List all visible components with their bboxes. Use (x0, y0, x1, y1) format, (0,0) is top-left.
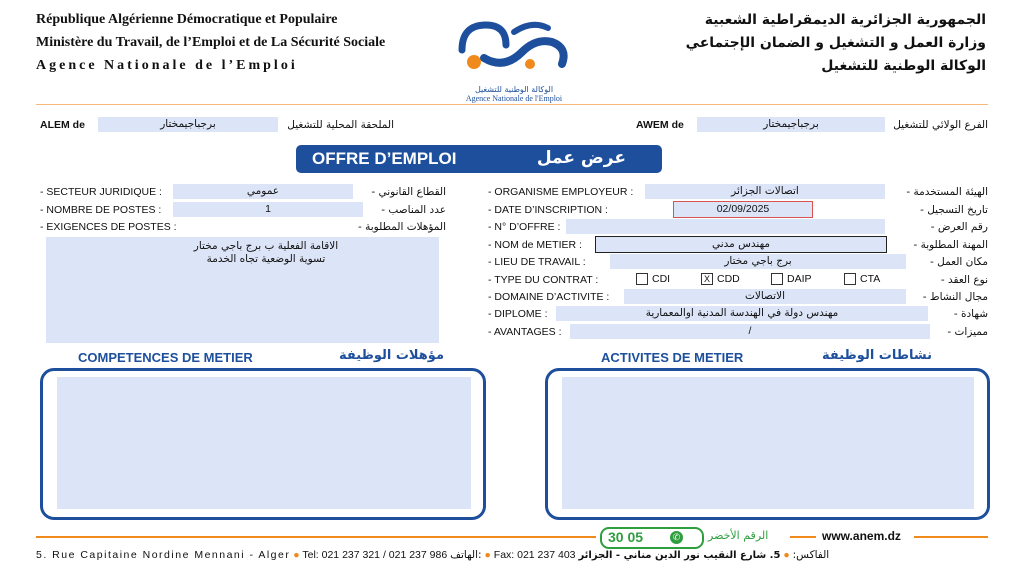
alem-label: ALEM de (40, 119, 85, 131)
avantages-label: - AVANTAGES : (488, 326, 562, 338)
competences-title-ar: مؤهلات الوظيفة (339, 348, 444, 363)
header-ar-line1: الجمهورية الجزائرية الديمقراطية الشعبية (704, 12, 986, 28)
footer-line-right (914, 536, 988, 538)
domaine-label-ar: مجال النشاط - (922, 291, 988, 303)
awem-label: AWEM de (636, 119, 684, 131)
postes-label: - NOMBRE DE POSTES : (40, 204, 162, 216)
metier-label: - NOM de METIER : (488, 239, 582, 251)
cdd-checkbox[interactable]: X (701, 273, 713, 285)
exigences-line-2: تسوية الوضعية تجاه الخدمة (206, 253, 326, 265)
secteur-label: - SECTEUR JURIDIQUE : (40, 186, 162, 198)
awem-label-ar: الفرع الولائي للتشغيل (893, 119, 988, 131)
footer-bullet-2: ● (484, 549, 491, 561)
footer-line-mid (790, 536, 816, 538)
lieu-label: - LIEU DE TRAVAIL : (488, 256, 586, 268)
exigences-line-1: الاقامة الفعلية ب برج باجي مختار (193, 240, 339, 252)
avantages-label-ar: مميزات - (947, 326, 988, 338)
cdi-checkbox[interactable] (636, 273, 648, 285)
postes-label-ar: عدد المناصب - (381, 204, 446, 216)
header-fr-line3: Agence Nationale de l’Emploi (36, 58, 298, 73)
cta-checkbox[interactable] (844, 273, 856, 285)
secteur-field[interactable]: عمومي (173, 184, 353, 199)
anem-logo-icon (444, 10, 584, 80)
footer-line-left (36, 536, 596, 538)
logo-caption-fr: Agence Nationale de l'Emploi (465, 94, 563, 103)
logo-caption-ar: الوكالة الوطنية للتشغيل (474, 85, 554, 94)
exigences-label-ar: المؤهلات المطلوبة - (357, 221, 446, 233)
organisme-label-ar: الهيئة المستخدمة - (906, 186, 988, 198)
lieu-field[interactable]: برج باجي مختار (610, 254, 906, 269)
domaine-label: - DOMAINE D’ACTIVITE : (488, 291, 610, 303)
cdd-label: CDD (717, 273, 740, 285)
tel-text: Tel: 021 237 321 / 021 237 986 (302, 549, 448, 561)
competences-textarea[interactable] (57, 377, 471, 509)
green-number: 30 05 (608, 529, 644, 545)
footer-bullet-1: ● (293, 549, 300, 561)
cta-label: CTA (860, 273, 881, 285)
contrat-label: - TYPE DU CONTRAT : (488, 274, 599, 286)
exigences-textarea[interactable] (46, 237, 439, 343)
green-label-ar: الرقم الأخضر (708, 529, 769, 542)
offre-field[interactable] (566, 219, 885, 234)
header-ar-line2: وزارة العمل و التشغيل و الضمان الإجتماعي (685, 35, 986, 51)
fax-text: Fax: 021 237 403 (493, 549, 576, 561)
offre-banner (296, 145, 662, 173)
date-field[interactable]: 02/09/2025 (673, 201, 813, 218)
banner-title-ar: عرض عمل (536, 148, 626, 168)
header-fr-line1: République Algérienne Démocratique et Populaire (36, 12, 338, 27)
competences-title-fr: COMPETENCES DE METIER (78, 350, 253, 365)
header-fr-line2: Ministère du Travail, de l’Emploi et de La Sécurité Sociale (36, 35, 386, 50)
activites-textarea[interactable] (562, 377, 974, 509)
address-ar: 5. شارع النقيب نور الدين مناني - الجزائر (578, 550, 781, 561)
address-fr: 5. Rue Capitaine Nordine Mennani - Alger (36, 549, 291, 561)
diplome-label-ar: شهادة - (953, 308, 988, 320)
website-link[interactable]: www.anem.dz (822, 529, 901, 543)
activites-panel (545, 368, 990, 520)
tel-label-ar: الهاتف: (450, 549, 482, 561)
cdi-label: CDI (652, 273, 671, 285)
daip-checkbox[interactable] (771, 273, 783, 285)
metier-label-ar: المهنة المطلوبة - (913, 239, 988, 251)
organisme-field[interactable]: اتصالات الجزائر (645, 184, 885, 199)
banner-title-fr: OFFRE D’EMPLOI (312, 149, 457, 168)
avantages-field[interactable]: / (570, 324, 930, 339)
offre-label-ar: رقم العرض - (930, 221, 988, 233)
fax-label-ar: الفاكس: (792, 549, 830, 561)
alem-label-ar: الملحقة المحلية للتشغيل (287, 119, 394, 131)
activites-title-fr: ACTIVITES DE METIER (601, 350, 744, 365)
postes-field[interactable]: 1 (173, 202, 363, 217)
diplome-field[interactable]: مهندس دولة في الهندسة المدنية اوالمعمارية (556, 306, 928, 321)
diplome-label: - DIPLOME : (488, 308, 548, 320)
secteur-label-ar: القطاع القانوني - (371, 186, 446, 198)
domaine-field[interactable]: الاتصالات (624, 289, 906, 304)
lieu-label-ar: مكان العمل - (929, 256, 988, 268)
offre-label: - N° D’OFFRE : (488, 221, 561, 233)
exigences-label: - EXIGENCES DE POSTES : (40, 221, 177, 233)
phone-icon: ✆ (670, 531, 683, 544)
metier-field[interactable]: مهندس مدني (595, 236, 887, 253)
header-ar-line3: الوكالة الوطنية للتشغيل (821, 58, 986, 74)
daip-label: DAIP (787, 273, 812, 285)
awem-field[interactable]: برجباجيمختار (697, 117, 885, 132)
competences-panel (40, 368, 486, 520)
header-divider (36, 104, 988, 105)
organisme-label: - ORGANISME EMPLOYEUR : (488, 186, 634, 198)
anem-logo (444, 10, 584, 103)
footer-address-row (36, 549, 829, 561)
activites-title-ar: نشاطات الوظيفة (822, 348, 932, 363)
contrat-label-ar: نوع العقد - (940, 274, 988, 286)
date-label: - DATE D’INSCRIPTION : (488, 204, 608, 216)
footer-bullet-3: ● (783, 549, 790, 561)
green-number-badge (600, 527, 704, 549)
alem-field[interactable]: برجباجيمختار (98, 117, 278, 132)
date-label-ar: تاريخ التسجيل - (920, 204, 988, 216)
